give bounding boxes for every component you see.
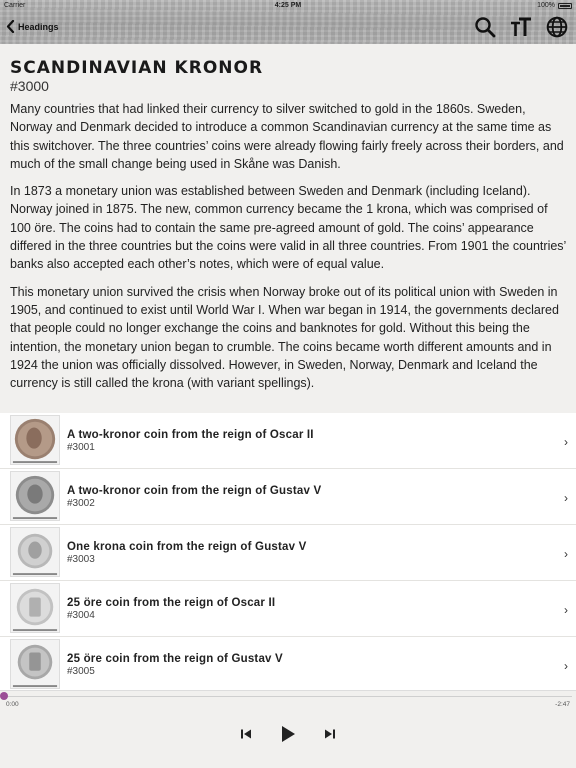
list-item-text (67, 653, 283, 677)
battery-icon (558, 3, 572, 9)
list-item-number: #3001 (67, 442, 95, 453)
list-item-text (67, 429, 314, 453)
list-item-title: A two-kronor coin from the reign of Gustav V (67, 485, 322, 497)
play-icon[interactable] (280, 725, 296, 743)
back-button[interactable] (6, 20, 59, 33)
carrier-label: Carrier (4, 2, 26, 9)
battery-indicator (537, 2, 572, 9)
playback-controls (0, 725, 576, 743)
chevron-right-icon: › (564, 435, 568, 449)
coin-thumbnail (10, 471, 60, 521)
list-item-text (67, 485, 321, 509)
article-paragraph: Many countries that had linked their currency to silver switched to gold in the 1860s. Sweden, Norway and Denmark decided to introduce a common Scandinavian currency at the same time as this switchover. The three countries’ coins were already flowing fairly freely across their borders, and much of the small change being used in Skåne was Danish. (10, 102, 564, 171)
list-item-number: #3005 (67, 666, 95, 677)
globe-icon[interactable] (546, 16, 568, 38)
coin-thumbnail (10, 583, 60, 633)
list-item[interactable] (0, 637, 576, 693)
back-button-label: Headings (18, 21, 59, 32)
skip-back-icon[interactable] (240, 728, 252, 740)
list-item[interactable] (0, 469, 576, 525)
list-item-number: #3004 (67, 610, 95, 621)
list-item-title: 25 öre coin from the reign of Gustav V (67, 653, 283, 665)
chevron-right-icon: › (564, 547, 568, 561)
list-item-title: One krona coin from the reign of Gustav V (67, 541, 307, 553)
article-number: #3000 (10, 78, 49, 94)
coin-thumbnail (10, 639, 60, 689)
chevron-right-icon: › (564, 659, 568, 673)
chevron-right-icon: › (564, 491, 568, 505)
coin-thumbnail (10, 527, 60, 577)
list-item-text (67, 541, 307, 565)
skip-forward-icon[interactable] (324, 728, 336, 740)
list-item-number: #3002 (67, 498, 95, 509)
navigation-bar (0, 0, 576, 44)
article-paragraph: This monetary union survived the crisis when Norway broke out of its political union with Sweden in 1905, and continued to exist until World War I. When war began in 1914, the governments declared that people could no longer exchange the coins and banknotes for gold. Without this being the intention, the monetary union began to crumble. The coins became worth different amounts and in 1924 the union was officially dissolved. However, in Sweden, Norway, Denmark and Iceland the currency is still called the krona (with variant spellings). (10, 284, 559, 391)
remaining-time: -2:47 (555, 701, 570, 708)
list-item[interactable] (0, 581, 576, 637)
text-size-icon[interactable] (510, 16, 532, 38)
chevron-right-icon: › (564, 603, 568, 617)
page-title: SCANDINAVIAN KRONOR (10, 58, 264, 78)
list-item[interactable] (0, 525, 576, 581)
nav-actions (474, 16, 568, 38)
article (0, 44, 576, 410)
search-icon[interactable] (474, 16, 496, 38)
list-item-title: A two-kronor coin from the reign of Oscar II (67, 429, 314, 441)
progress-track[interactable] (4, 696, 572, 697)
status-time: 4:25 PM (274, 2, 302, 9)
article-paragraph: In 1873 a monetary union was established between Sweden and Denmark (including Iceland). Norway joined in 1875. The new, common currency became the 1 krona, which was comprised of 100 öre. The coins had to contain the same pre-agreed amount of gold. The coins’ appearance differed in the three countries but the coins were valid in all three countries. From 1901 the countries’ banks also accepted each other’s notes, which were of equal value. (10, 184, 566, 272)
list-item-title: 25 öre coin from the reign of Oscar II (67, 597, 276, 609)
status-bar (0, 0, 576, 12)
list-item-number: #3003 (67, 554, 95, 565)
list-item-text (67, 597, 275, 621)
progress-knob[interactable] (0, 692, 8, 700)
coin-list (0, 413, 576, 693)
chevron-left-icon (6, 20, 15, 33)
audio-player (0, 690, 576, 768)
elapsed-time: 0:00 (6, 701, 19, 708)
battery-percent: 100% (537, 2, 555, 9)
list-item[interactable] (0, 413, 576, 469)
coin-thumbnail (10, 415, 60, 465)
